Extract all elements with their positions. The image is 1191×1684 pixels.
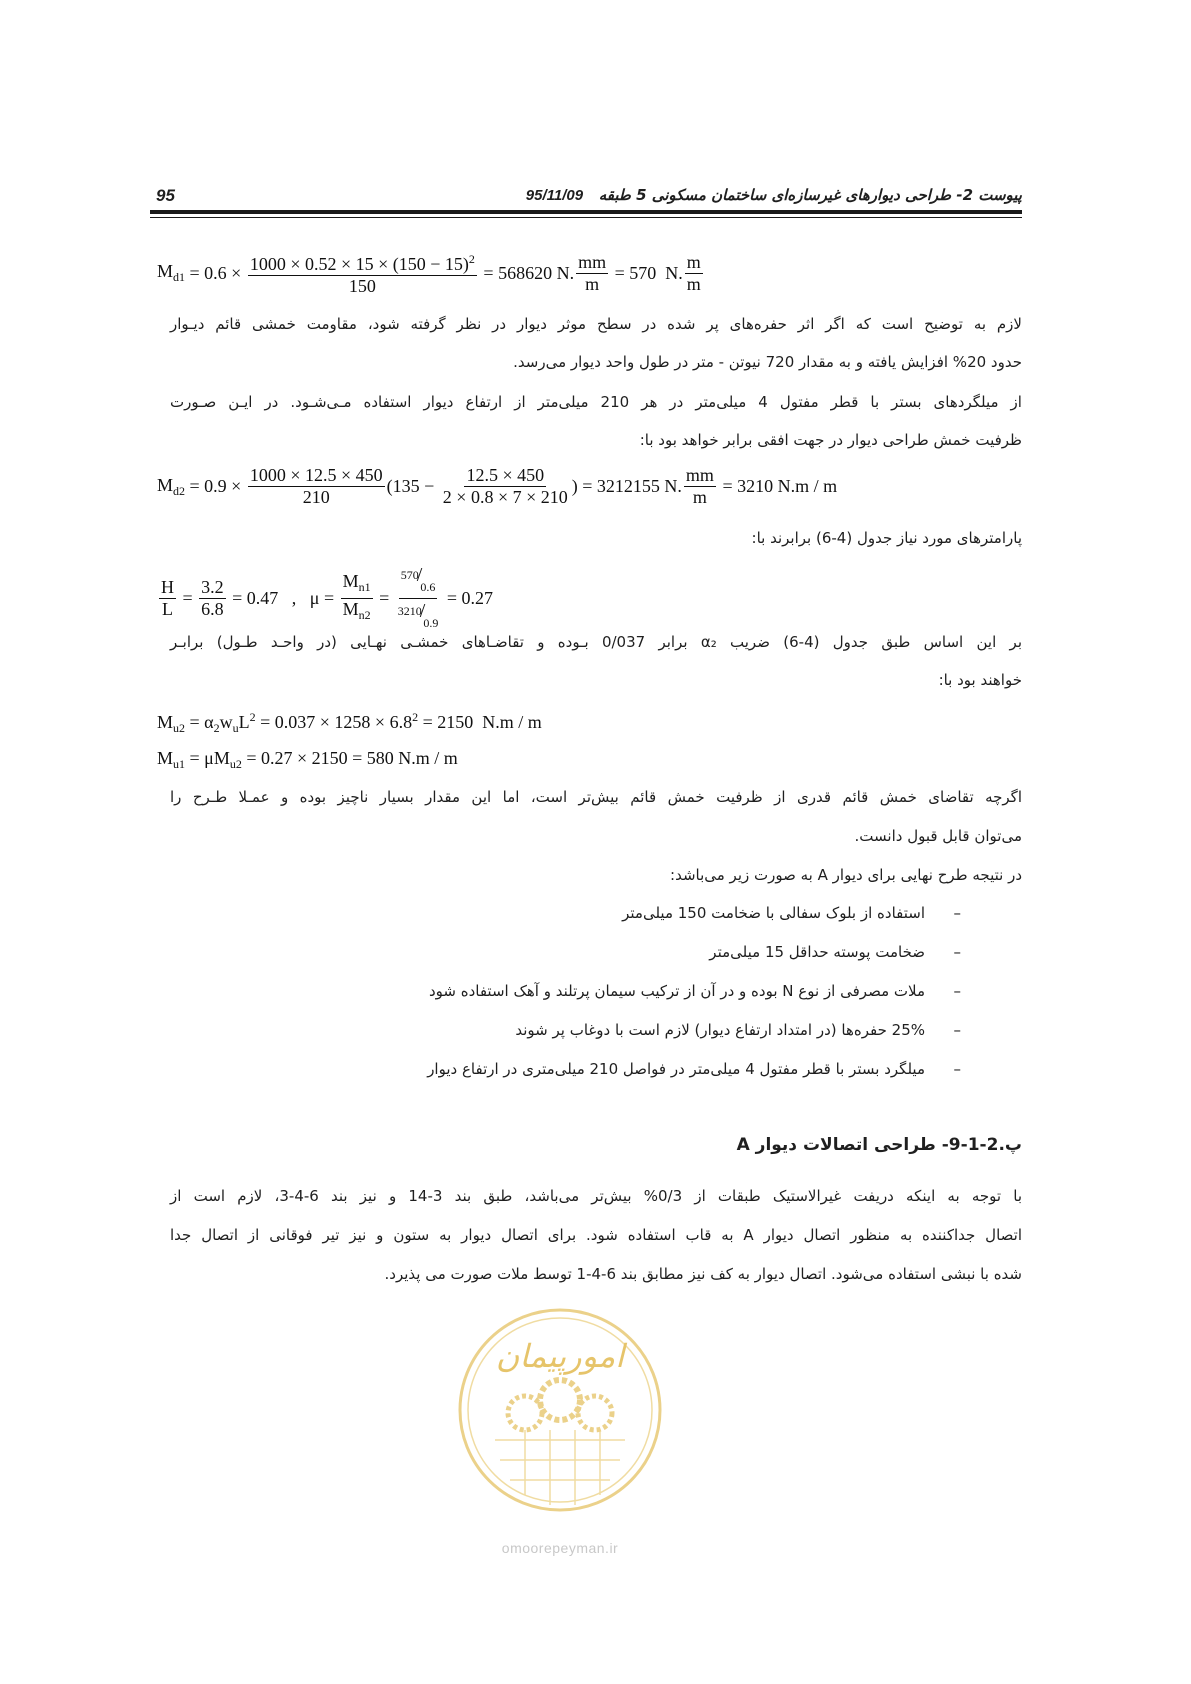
header-date: 95/11/09 [525,187,584,204]
header-rule-thin [150,217,1022,218]
md2-fraction-1: $\frac{1000 \times 12.5 \times 450}{210}$ [249,465,383,507]
para1-line2: حدود 20% افزایش یافته و به مقدار 720 نیوتن - متر در طول واحد دیوار می‌رسد. [513,353,1022,371]
params-res1: = 0.47 , μ = [227,588,339,608]
md2-coef: = 0.9 × [185,476,246,496]
header-rule-thick [150,210,1022,214]
md2-lhs: $M_{d2}$ [157,474,186,498]
para5-line1: اگرچه تقاضای خمش قائم قدری از ظرفیت خمش قائم بیش‌تر است، اما این مقدار بسیار ناچیز بوده و عمـلا طـرح را [170,788,1022,806]
para3: پارامترهای مورد نیاز جدول (4-6) برابرند با: [751,529,1022,547]
bullet-item-2: –ضخامت پوسته حداقل 15 میلی‌متر [709,943,961,961]
equation-params [157,564,493,633]
md1-fraction: $\frac{1000 \times 0.52 \times 15 \times (150 - 15)^2}{150}$ [249,252,475,296]
bullet-item-4: –25% حفره‌ها (در امتداد ارتفاع دیوار) لازم است با دوغاب پر شوند [515,1021,961,1039]
h-over-l-values: $\frac{3.2}{6.8}$ [201,577,224,619]
para7-line1: با توجه به اینکه دریفت غیرالاستیک طبقات از 0/3% بیش‌تر می‌باشد، طبق بند 3-14 و نیز بند 6-4-3، لازم است از [170,1187,1022,1205]
para4-line2: خواهند بود با: [938,671,1022,689]
params-res2: = 0.27 [442,588,493,608]
params-eq2: = [374,588,394,608]
mu-values-fraction: 570 / 0.6 3210 / 0.9 [397,564,439,630]
md1-result: = 568620 N. [478,262,575,283]
header-chapter: پیوست 2- طراحی دیوارهای غیرسازه‌ای ساختمان مسکونی 5 طبقه [598,186,1022,204]
md2-fraction-2: $\frac{12.5 \times 450}{2 \times 0.8 \times 7 \times 210}$ [442,465,568,507]
md2-close: ) = 3212155 N. [571,476,682,496]
bullet-item-5: –میلگرد بستر با قطر مفتول 4 میلی‌متر در فواصل 210 میلی‌متری در ارتفاع دیوار [427,1060,961,1078]
params-eq1: = [178,588,198,608]
header-title [526,186,1022,204]
para4-line1: بر این اساس طبق جدول (4-6) ضریب α₂ برابر 0/037 بـوده و تقاضـاهای خمشـی نهـایی (در واحـد طـول) برابـر [170,633,1022,651]
md2-tail: = 3210 N.m / m [717,476,838,496]
para1-line1: لازم به توضیح است که اگر اثر حفره‌های پر شده در سطح موثر دیوار در نظر گرفته شود، مقاومت خمشی قائم دیـوار [170,315,1022,333]
para6: در نتیجه طرح نهایی برای دیوار A به صورت زیر می‌باشد: [670,866,1022,884]
page-header [150,186,1022,208]
equation-md1 [157,250,705,296]
para7-line2: اتصال جداکننده به منظور اتصال دیوار A به قاب استفاده شود. برای اتصال دیوار به ستون و نیز تیر فوقانی از اتصال جدا [170,1226,1023,1244]
para2-line2: ظرفیت خمش طراحی دیوار در جهت افقی برابر خواهد بود با: [639,431,1022,449]
md1-unit-2: $\frac{m}{m}$ [686,251,701,294]
omoor-peyman-seal-icon [455,1305,665,1515]
para5-line2: می‌توان قابل قبول دانست. [854,827,1022,845]
section-heading: پ.2-1-9- طراحی اتصالات دیوار A [736,1135,1022,1155]
equation-mu1: $M_{u1} = \mu M_{u2} = 0.27 \times 2150 = 580$ N.m / m [157,748,458,771]
equation-mu2: $M_{u2} = \alpha_2w_uL^2 = 0.037 \times 1258 \times 6.8^2 = 2150$ N.m / m [157,710,542,735]
equation-md2 [157,466,837,507]
watermark-site: omoorepeyman.ir [501,1540,619,1556]
md1-result-2: = 570 N. [610,262,683,283]
bullet-item-3: –ملات مصرفی از نوع N بوده و در آن از ترکیب سیمان پرتلند و آهک استفاده شود [428,982,961,1000]
md2-unit: $\frac{mm}{m}$ [685,465,714,507]
page-number: 95 [156,186,175,205]
bullet-item-1: –استفاده از بلوک سفالی با ضخامت 150 میلی‌متر [622,904,961,922]
h-over-l: $\frac{H}{L}$ [161,577,174,619]
md1-lhs: $M_{d1}$ [157,261,186,284]
para2-line1: از میلگردهای بستر با قطر مفتول 4 میلی‌متر در هر 210 میلی‌متر از ارتفاع دیوار استفاده مـی‌شـود. در ایـن صـورت [170,393,1022,411]
md1-coef: = 0.6 × [185,262,246,283]
md1-unit-1: $\frac{mm}{m}$ [578,251,607,294]
mu-fraction: $\frac{M_{n1}}{M_{n2}}$ [342,571,371,622]
svg-text:امورپیمان: امورپیمان [495,1337,625,1375]
md2-open: (135 − [386,476,439,496]
para7-line3: شده با نبشی استفاده می‌شود. اتصال دیوار به کف نیز مطابق بند 6-4-1 توسط ملات صورت می پذیرد. [384,1265,1022,1283]
